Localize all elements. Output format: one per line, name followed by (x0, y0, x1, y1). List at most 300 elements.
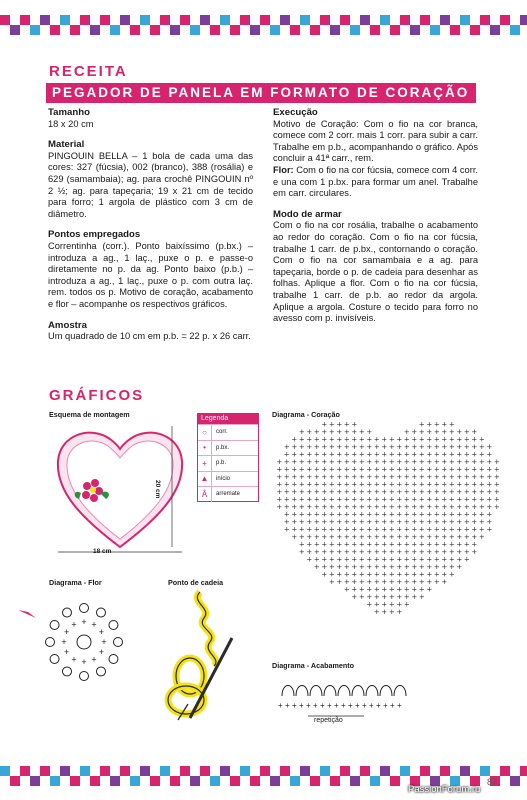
stitch-cross: + (321, 443, 328, 451)
stitch-cross: + (441, 480, 448, 489)
stitch-cross: + (343, 473, 350, 481)
stitch-cross: + (471, 488, 478, 496)
stitch-cross: + (313, 548, 320, 556)
checker-cell (150, 776, 160, 786)
stitch-cross: + (463, 428, 470, 436)
stitch-cross: + (351, 465, 358, 474)
stitch-cross: + (373, 533, 380, 541)
stitch-cross: + (298, 473, 305, 481)
stitch-cross: + (403, 488, 410, 496)
stitch-cross: + (336, 428, 343, 436)
stitch-cross: + (291, 488, 298, 496)
checker-cell (70, 776, 80, 786)
stitch-cross: + (381, 518, 388, 526)
checker-cell (440, 15, 450, 25)
checker-cell (20, 766, 30, 776)
start-arrow-icon (18, 610, 36, 618)
stitch-cross: + (351, 563, 358, 571)
slip-stitch-symbol-icon: • (198, 441, 212, 456)
armar-text: Com o fio na cor rosália, trabalhe o acabamento ao redor do coração. Com o fio na cor fúcsia, trabalhe 1 carr. de p.bx., contornando o coração. Com o fio na cor samambaia e a ag. para tapeçaria, borde o p. de cadeia para desenhar as folhas. Aplique a flor. Com o fio na cor fúcsia, trabalhe 1 carr. de p.b. ao redor da argola. Aplique a argola. Costure o tecido para forro no avesso com p. invisíveis. (273, 220, 478, 324)
legend-box (197, 413, 259, 502)
stitch-cross: + (71, 654, 77, 665)
stitch-cross: + (298, 480, 305, 489)
checker-cell (40, 25, 50, 35)
stitch-cross: + (418, 563, 425, 571)
diagram-finish-heading: Diagrama - Acabamento (272, 661, 355, 670)
stitch-cross: + (366, 525, 373, 534)
stitch-cross: + (426, 548, 433, 556)
checker-cell (220, 15, 230, 25)
checker-cell (230, 15, 240, 25)
stitch-cross: + (278, 701, 283, 710)
stitch-cross: + (471, 450, 478, 459)
checker-cell (500, 766, 510, 776)
stitch-cross: + (448, 428, 455, 436)
stitch-cross: + (388, 533, 395, 541)
checker-cell (330, 15, 340, 25)
stitch-cross: + (448, 420, 455, 429)
stitch-cross: + (426, 540, 433, 549)
amostra-text: Um quadrado de 10 cm em p.b. = 22 p. x 26 carr. (48, 331, 251, 342)
checker-cell (110, 25, 120, 35)
stitch-cross: + (373, 593, 380, 601)
stitch-cross: + (298, 495, 305, 504)
stitch-cross: + (448, 465, 455, 474)
stitch-cross: + (471, 540, 478, 549)
picot-loop (380, 686, 392, 697)
stitch-cross: + (471, 525, 478, 534)
checker-cell (360, 15, 370, 25)
stitch-cross: + (306, 555, 313, 564)
legend-label: p.b. (216, 460, 227, 467)
stitch-cross: + (471, 533, 478, 541)
chain-loop (109, 621, 118, 630)
stitch-cross: + (358, 548, 365, 556)
stitch-cross: + (403, 450, 410, 459)
stitch-cross: + (486, 525, 493, 534)
checker-cell (120, 766, 130, 776)
stitch-cross: + (291, 443, 298, 451)
stitch-cross: + (328, 458, 335, 466)
checker-cell (70, 15, 80, 25)
checker-cell (140, 25, 150, 35)
stitch-cross: + (381, 585, 388, 594)
checker-cell (480, 25, 490, 35)
stitch-cross: + (403, 435, 410, 444)
checker-cell (150, 25, 160, 35)
stitch-cross: + (321, 563, 328, 571)
stitch-cross: + (448, 510, 455, 519)
stitch-cross: + (456, 525, 463, 534)
chain-loop (114, 638, 123, 647)
stitch-cross: + (343, 458, 350, 466)
stitch-cross: + (448, 525, 455, 534)
stitch-cross: + (343, 488, 350, 496)
stitch-cross: + (493, 495, 500, 504)
checker-cell (160, 776, 170, 786)
stitch-cross: + (321, 548, 328, 556)
stitch-cross: + (478, 488, 485, 496)
stitch-cross: + (396, 578, 403, 586)
stitch-cross: + (358, 540, 365, 549)
stitch-cross: + (486, 443, 493, 451)
stitch-cross: + (403, 563, 410, 571)
stitch-cross: + (381, 563, 388, 571)
checker-cell (400, 25, 410, 35)
stitch-cross: + (343, 450, 350, 459)
stitch-cross: + (456, 435, 463, 444)
chain-loop (97, 667, 106, 676)
checker-cell (390, 766, 400, 776)
stitch-cross: + (306, 428, 313, 436)
stitch-cross: + (403, 518, 410, 526)
stitch-cross: + (334, 701, 339, 710)
stitch-cross: + (373, 585, 380, 594)
stitch-cross: + (336, 480, 343, 489)
stitch-cross: + (471, 443, 478, 451)
checker-cell (500, 15, 510, 25)
checker-cell (460, 766, 470, 776)
checker-cell (120, 25, 130, 35)
stitch-cross: + (471, 480, 478, 489)
stitch-cross: + (396, 600, 403, 609)
stitch-cross: + (328, 563, 335, 571)
stitch-cross: + (396, 585, 403, 594)
checker-cell (60, 25, 70, 35)
chain-stitch-illustration (160, 588, 250, 723)
stitch-cross: + (327, 701, 332, 710)
checker-cell (520, 15, 527, 25)
stitch-cross: + (285, 701, 290, 710)
stitch-cross: + (433, 570, 440, 579)
checker-cell (30, 776, 40, 786)
stitch-cross: + (448, 443, 455, 451)
stitch-cross: + (328, 578, 335, 586)
stitch-cross: + (456, 428, 463, 436)
stitch-cross: + (321, 420, 328, 429)
stitch-cross: + (343, 428, 350, 436)
stitch-cross: + (358, 503, 365, 511)
legend-item (198, 486, 258, 502)
stitch-cross: + (486, 480, 493, 489)
stitch-cross: + (390, 701, 395, 710)
stitch-cross: + (306, 443, 313, 451)
stitch-cross: + (373, 443, 380, 451)
stitch-cross: + (336, 473, 343, 481)
stitch-cross: + (418, 585, 425, 594)
stitch-cross: + (373, 555, 380, 564)
stitch-cross: + (283, 443, 290, 451)
stitch-cross: + (486, 510, 493, 519)
stitch-cross: + (313, 443, 320, 451)
checker-cell (10, 776, 20, 786)
stitch-cross: + (456, 458, 463, 466)
stitch-cross: + (441, 420, 448, 429)
stitch-cross: + (388, 443, 395, 451)
stitch-cross: + (441, 563, 448, 571)
stitch-cross: + (463, 458, 470, 466)
stitch-cross: + (456, 540, 463, 549)
stitch-cross: + (441, 435, 448, 444)
stitch-cross: + (441, 533, 448, 541)
stitch-cross: + (341, 701, 346, 710)
stitch-cross: + (441, 488, 448, 496)
stitch-cross: + (291, 480, 298, 489)
stitch-cross: + (433, 443, 440, 451)
checker-cell (500, 776, 510, 786)
checker-cell (40, 15, 50, 25)
checker-cell (200, 25, 210, 35)
stitch-cross: + (343, 548, 350, 556)
stitch-cross: + (366, 578, 373, 586)
stitch-cross: + (456, 450, 463, 459)
stitch-cross: + (418, 593, 425, 601)
stitch-cross: + (381, 503, 388, 511)
stitch-cross: + (471, 548, 478, 556)
stitch-cross: + (313, 488, 320, 496)
stitch-cross: + (306, 480, 313, 489)
stitch-cross: + (426, 563, 433, 571)
stitch-cross: + (328, 443, 335, 451)
stitch-cross: + (426, 585, 433, 594)
checker-cell (220, 25, 230, 35)
stitch-cross: + (426, 518, 433, 526)
stitch-cross: + (276, 465, 283, 474)
stitch-cross: + (328, 428, 335, 436)
checker-cell (150, 15, 160, 25)
stitch-cross: + (321, 450, 328, 459)
top-checker-border (0, 15, 527, 35)
chain-symbol-icon: ○ (198, 425, 212, 440)
checker-cell (250, 15, 260, 25)
stitch-cross: + (396, 450, 403, 459)
stitch-cross: + (463, 473, 470, 481)
stitch-cross: + (283, 488, 290, 496)
stitch-cross: + (403, 600, 410, 609)
esquema-heading: Esquema de montagem (49, 410, 130, 419)
stitch-cross: + (433, 540, 440, 549)
stitch-cross: + (448, 555, 455, 564)
stitch-cross: + (81, 617, 87, 627)
stitch-cross: + (486, 458, 493, 466)
checker-cell (490, 766, 500, 776)
stitch-cross: + (298, 450, 305, 459)
stitch-cross: + (366, 495, 373, 504)
stitch-cross: + (403, 503, 410, 511)
stitch-cross: + (306, 488, 313, 496)
stitch-cross: + (348, 701, 353, 710)
stitch-cross: + (441, 458, 448, 466)
stitch-cross: + (381, 525, 388, 534)
stitch-cross: + (321, 540, 328, 549)
stitch-cross: + (351, 458, 358, 466)
stitch-cross: + (478, 458, 485, 466)
stitch-cross: + (366, 458, 373, 466)
stitch-cross: + (411, 503, 418, 511)
stitch-cross: + (298, 518, 305, 526)
stitch-cross: + (396, 555, 403, 564)
stitch-cross: + (283, 465, 290, 474)
stitch-cross: + (411, 585, 418, 594)
stitch-cross: + (351, 548, 358, 556)
stitch-cross: + (381, 450, 388, 459)
checker-cell (260, 776, 270, 786)
checker-cell (130, 766, 140, 776)
stitch-cross: + (355, 701, 360, 710)
left-column (48, 107, 253, 352)
stitch-cross: + (336, 465, 343, 474)
stitch-cross: + (426, 578, 433, 586)
stitch-cross: + (366, 510, 373, 519)
legend-label: corr. (216, 429, 228, 436)
stitch-cross: + (463, 510, 470, 519)
stitch-cross: + (418, 570, 425, 579)
chain-loop (46, 638, 55, 647)
stitch-cross: + (403, 555, 410, 564)
stitch-cross: + (298, 458, 305, 466)
checker-cell (390, 25, 400, 35)
legend-label: início (216, 475, 231, 482)
stitch-cross: + (388, 495, 395, 504)
stitch-cross: + (276, 473, 283, 481)
stitch-cross: + (306, 533, 313, 541)
stitch-cross: + (343, 525, 350, 534)
checker-cell (300, 25, 310, 35)
chain-loop (80, 672, 89, 681)
stitch-cross: + (471, 435, 478, 444)
stitch-cross: + (351, 503, 358, 511)
stitch-cross: + (366, 480, 373, 489)
checker-cell (140, 776, 150, 786)
stitch-cross: + (343, 503, 350, 511)
stitch-cross: + (373, 578, 380, 586)
stitch-cross: + (298, 443, 305, 451)
stitch-cross: + (478, 480, 485, 489)
checker-cell (50, 766, 60, 776)
stitch-cross: + (471, 495, 478, 504)
picot-loop (282, 686, 294, 697)
stitch-cross: + (441, 473, 448, 481)
stitch-cross: + (351, 473, 358, 481)
stitch-cross: + (313, 518, 320, 526)
stitch-cross: + (358, 585, 365, 594)
stitch-cross: + (381, 533, 388, 541)
stitch-cross: + (328, 435, 335, 444)
stitch-cross: + (321, 488, 328, 496)
stitch-cross: + (358, 428, 365, 436)
stitch-cross: + (411, 593, 418, 601)
stitch-cross: + (343, 495, 350, 504)
stitch-cross: + (313, 525, 320, 534)
checker-cell (330, 766, 340, 776)
checker-cell (50, 776, 60, 786)
checker-cell (210, 766, 220, 776)
checker-cell (170, 776, 180, 786)
stitch-cross: + (396, 503, 403, 511)
stitch-cross: + (426, 480, 433, 489)
checker-cell (340, 25, 350, 35)
stitch-cross: + (351, 420, 358, 429)
checker-cell (170, 766, 180, 776)
legend-item (198, 471, 258, 487)
stitch-cross: + (411, 428, 418, 436)
stitch-cross: + (478, 443, 485, 451)
stitch-cross: + (381, 593, 388, 601)
checker-cell (330, 25, 340, 35)
checker-cell (490, 15, 500, 25)
stitch-cross: + (336, 555, 343, 564)
checker-cell (170, 15, 180, 25)
checker-cell (220, 766, 230, 776)
chain-loop (63, 667, 72, 676)
stitch-cross: + (313, 495, 320, 504)
checker-cell (160, 25, 170, 35)
stitch-cross: + (328, 465, 335, 474)
stitch-cross: + (411, 480, 418, 489)
stitch-cross: + (396, 570, 403, 579)
stitch-cross: + (418, 555, 425, 564)
stitch-cross: + (463, 488, 470, 496)
page-number: 87 (487, 777, 498, 787)
stitch-cross: + (418, 510, 425, 519)
legend-label: arremate (216, 491, 241, 498)
stitch-cross: + (411, 540, 418, 549)
stitch-cross: + (306, 548, 313, 556)
stitch-cross: + (403, 533, 410, 541)
checker-cell (350, 776, 360, 786)
stitch-cross: + (478, 525, 485, 534)
stitch-cross: + (298, 540, 305, 549)
checker-cell (350, 25, 360, 35)
checker-cell (180, 776, 190, 786)
checker-cell (100, 15, 110, 25)
checker-cell (90, 766, 100, 776)
stitch-cross: + (321, 503, 328, 511)
chain-loop (109, 655, 118, 664)
checker-cell (80, 776, 90, 786)
stitch-cross: + (91, 619, 97, 630)
stitch-cross: + (441, 578, 448, 586)
stitch-cross: + (388, 488, 395, 496)
checker-cell (360, 776, 370, 786)
stitch-cross: + (336, 503, 343, 511)
stitch-cross: + (433, 525, 440, 534)
stitch-cross: + (456, 555, 463, 564)
stitch-cross: + (366, 450, 373, 459)
checker-cell (240, 766, 250, 776)
stitch-cross: + (373, 600, 380, 609)
stitch-cross: + (471, 510, 478, 519)
stitch-cross: + (381, 608, 388, 616)
checker-cell (430, 766, 440, 776)
stitch-cross: + (306, 465, 313, 474)
checker-cell (120, 15, 130, 25)
stitch-cross: + (433, 420, 440, 429)
pontos-heading: Pontos empregados (48, 229, 141, 241)
checker-cell (270, 15, 280, 25)
stitch-cross: + (396, 473, 403, 481)
stitch-cross: + (471, 428, 478, 436)
stitch-cross: + (396, 540, 403, 549)
stitch-cross: + (411, 488, 418, 496)
watermark: PassionForum.ru (408, 784, 481, 795)
stitch-cross: + (64, 647, 70, 657)
picot-loop (366, 686, 378, 697)
chain-loop (97, 608, 106, 617)
stitch-cross: + (463, 525, 470, 534)
stitch-cross: + (351, 510, 358, 519)
checker-cell (180, 15, 190, 25)
